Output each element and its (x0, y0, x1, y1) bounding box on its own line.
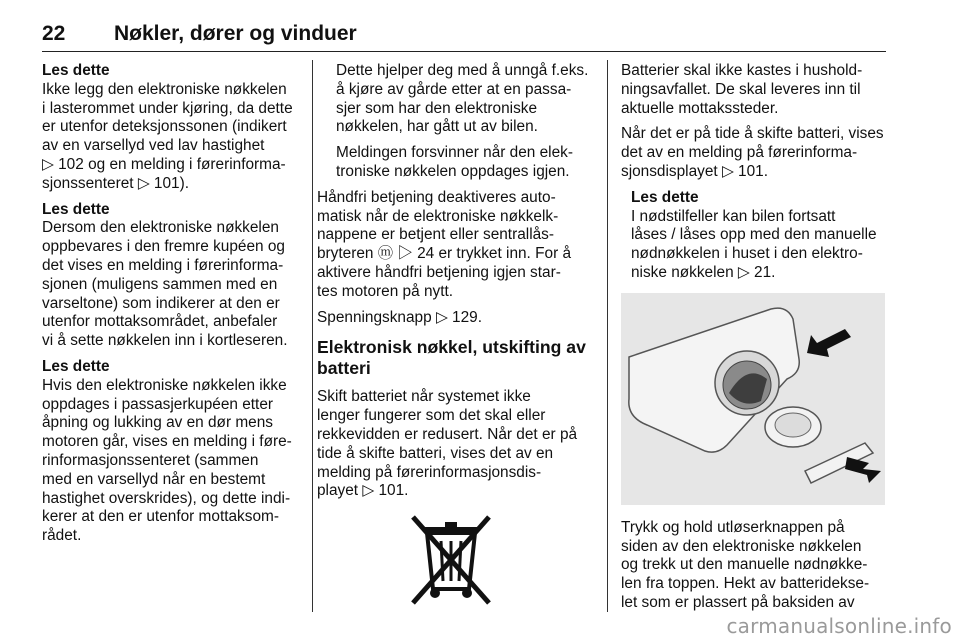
paragraph (621, 62, 889, 118)
note-line: Ikke legg den elektroniske nøkkelen (42, 80, 287, 98)
note-line: I nødstilfeller kan bilen fortsatt (631, 207, 836, 225)
note-line: sjer som har den elektroniske (336, 99, 538, 117)
paragraph-line: siden av den elektroniske nøkkelen (621, 537, 862, 555)
note-line: kerer at den er utenfor mottaksom- (42, 508, 279, 526)
note-title: Les dette (631, 188, 699, 206)
note-line: rådet. (42, 527, 82, 545)
paragraph (317, 189, 597, 302)
note-line: oppdages i passasjerkupéen etter (42, 395, 274, 413)
note-line: med en varsellyd når en bestemt (42, 470, 266, 488)
note-title: Les dette (42, 200, 110, 218)
column-divider-1 (312, 60, 313, 612)
note-line: åpning og lukking av en dør mens (42, 414, 273, 432)
column-3 (621, 62, 889, 620)
crossed-out-wheelie-bin-icon (401, 511, 501, 607)
paragraph-line: rekkevidden er redusert. Når det er på (317, 425, 578, 443)
note-line: hastighet overskrides), og dette indi- (42, 489, 291, 507)
paragraph-line: Trykk og hold utløserknappen på (621, 518, 845, 536)
note-line: det vises en melding i førerinforma- (42, 256, 284, 274)
paragraph-line: nappene er betjent eller sentrallås- (317, 226, 554, 244)
note-block (42, 62, 304, 194)
note-line: varseltone) som indikerer at den er (42, 294, 280, 312)
note-line: Meldingen forsvinner når den elek- (336, 144, 573, 162)
note-line: å kjøre av gårde etter at en passa- (336, 80, 572, 98)
note-block (42, 358, 304, 546)
page-number: 22 (42, 22, 66, 45)
note-line: av en varsellyd ved lav hastighet (42, 137, 265, 155)
note-line: Dette hjelper deg med å unngå f.eks. (336, 62, 589, 79)
note-line: nøkkelen, har gått ut av bilen. (336, 118, 538, 136)
paragraph-line: det av en melding på førerinforma- (621, 144, 858, 162)
note-line: rinformasjonssenteret (sammen (42, 451, 259, 469)
paragraph (317, 309, 597, 328)
note-line: er utenfor deteksjonssonen (indikert (42, 118, 287, 136)
paragraph-line: Når det er på tide å skifte batteri, vises (621, 125, 884, 143)
section-heading-line: Elektronisk nøkkel, utskifting av (317, 337, 586, 358)
paragraph-line: Håndfri betjening deaktiveres auto- (317, 188, 556, 206)
note-line: oppbevares i den fremre kupéen og (42, 238, 285, 256)
paragraph-line: playet ▷ 101. (317, 482, 409, 500)
key-battery-replacement-illustration (621, 293, 885, 505)
note-continuation (317, 144, 597, 182)
paragraph-line: bryteren ⓜ ▷ 24 er trykket inn. For å (317, 245, 572, 263)
paragraph (621, 125, 889, 181)
paragraph-line: Batterier skal ikke kastes i hushold- (621, 62, 863, 79)
note-line: nødnøkkelen i huset i den elektro- (631, 245, 863, 263)
paragraph-line: tide å skifte batteri, vises det av en (317, 444, 554, 462)
paragraph-line: aktivere håndfri betjening igjen star- (317, 263, 561, 281)
paragraph-line: ningsavfallet. De skal leveres inn til (621, 80, 861, 98)
note-line: sjonssenteret ▷ 101). (42, 174, 190, 192)
paragraph (621, 519, 889, 613)
note-block (621, 189, 889, 283)
note-line: troniske nøkkelen oppdages igjen. (336, 162, 570, 180)
paragraph-line: melding på førerinformasjonsdis- (317, 463, 542, 481)
paragraph-line: len fra toppen. Hekt av batteridekse- (621, 575, 870, 593)
note-line: Hvis den elektroniske nøkkelen ikke (42, 376, 287, 394)
section-heading-line: batteri (317, 358, 371, 379)
paragraph-line: aktuelle mottakssteder. (621, 99, 779, 117)
paragraph-line: tes motoren på nytt. (317, 282, 454, 300)
note-title: Les dette (42, 357, 110, 375)
note-continuation (317, 62, 597, 137)
note-line: i lasterommet under kjøring, da dette (42, 99, 293, 117)
watermark: carmanualsonline.info (726, 614, 952, 638)
note-line: Dersom den elektroniske nøkkelen (42, 219, 279, 237)
note-line: niske nøkkelen ▷ 21. (631, 263, 776, 281)
paragraph-line: Skift batteriet når systemet ikke (317, 388, 531, 406)
paragraph (317, 388, 597, 501)
column-divider-2 (607, 60, 608, 612)
paragraph-line: sjonsdisplayet ▷ 101. (621, 162, 769, 180)
note-line: vi å sette nøkkelen inn i kortleseren. (42, 332, 288, 350)
column-2 (317, 62, 597, 607)
note-line: motoren går, vises en melding i føre- (42, 433, 292, 451)
note-line: utenfor mottaksområdet, anbefaler (42, 313, 278, 331)
paragraph-line: og trekk ut den manuelle nødnøkke- (621, 556, 868, 574)
paragraph-line: let som er plassert på baksiden av (621, 593, 855, 611)
note-line: låses / låses opp med den manuelle (631, 226, 877, 244)
page-title: Nøkler, dører og vinduer (114, 22, 357, 45)
paragraph-line: matisk når de elektroniske nøkkelk- (317, 207, 559, 225)
column-1 (42, 62, 304, 553)
note-title: Les dette (42, 62, 110, 79)
note-line: ▷ 102 og en melding i førerinforma- (42, 155, 286, 173)
paragraph-line: lenger fungerer som det skal eller (317, 407, 546, 425)
page-header (42, 22, 886, 52)
paragraph-line: Spenningsknapp ▷ 129. (317, 308, 483, 326)
note-line: sjonen (muligens sammen med en (42, 275, 278, 293)
note-block (42, 201, 304, 351)
header-divider (42, 51, 886, 52)
section-heading (317, 337, 597, 379)
